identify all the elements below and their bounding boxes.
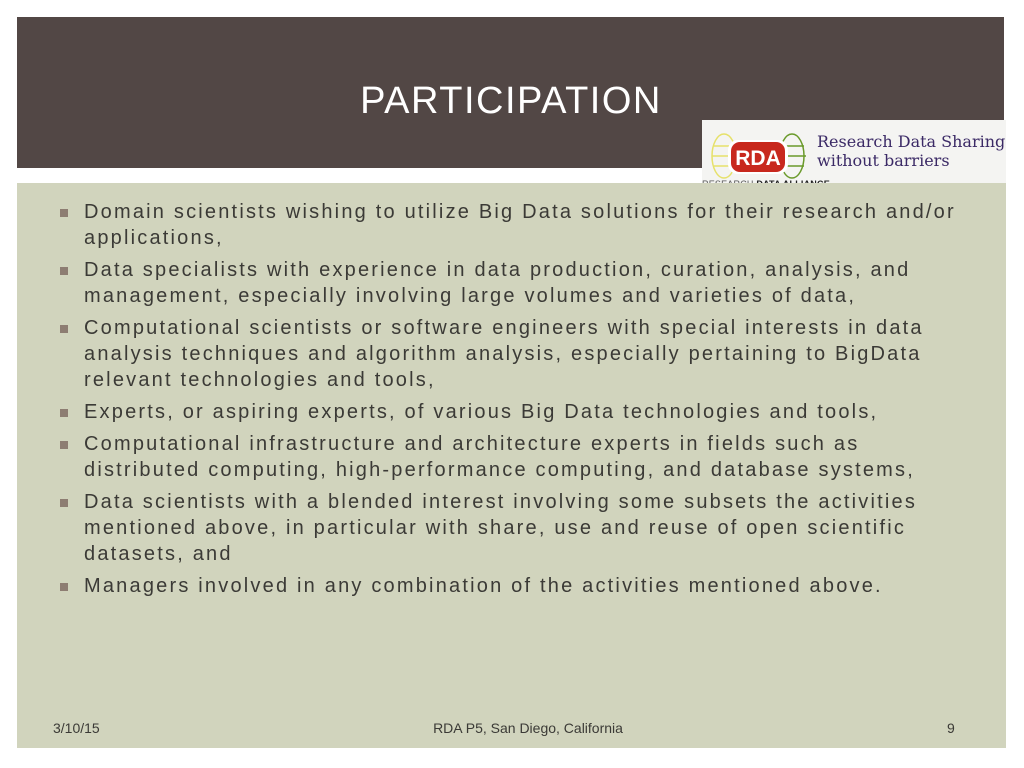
bullet-item: Data specialists with experience in data production, curation, analysis, and management, especially involving large volumes and varieties of data,: [17, 257, 977, 309]
square-bullet-icon: [60, 209, 68, 217]
square-bullet-icon: [60, 267, 68, 275]
logo-tagline: Research Data Sharing without barriers: [817, 132, 1006, 170]
slide-title: PARTICIPATION: [360, 80, 662, 122]
square-bullet-icon: [60, 499, 68, 507]
bullet-item: Data scientists with a blended interest involving some subsets the activities mentioned above, in particular with share, use and reuse of open scientific datasets, and: [17, 489, 977, 567]
square-bullet-icon: [60, 441, 68, 449]
square-bullet-icon: [60, 409, 68, 417]
bullet-list: [17, 199, 977, 605]
square-bullet-icon: [60, 325, 68, 333]
square-bullet-icon: [60, 583, 68, 591]
logo-letters: RDA: [735, 147, 781, 170]
bullet-item: Experts, or aspiring experts, of various Big Data technologies and tools,: [17, 399, 977, 425]
bullet-item: Computational scientists or software engineers with special interests in data analysis techniques and algorithm analysis, especially pertaining to BigData relevant technologies and tools,: [17, 315, 977, 393]
rda-globe-mark: [710, 128, 806, 184]
bullet-item: Computational infrastructure and architecture experts in fields such as distributed computing, high-performance computing, and database systems,: [17, 431, 977, 483]
page-number: 9: [947, 720, 955, 736]
footer-date: 3/10/15: [53, 720, 100, 736]
bullet-item: Domain scientists wishing to utilize Big Data solutions for their research and/or applications,: [17, 199, 977, 251]
bullet-item: Managers involved in any combination of the activities mentioned above.: [17, 573, 977, 599]
footer-event: RDA P5, San Diego, California: [433, 720, 623, 736]
content-area: [17, 183, 1006, 748]
